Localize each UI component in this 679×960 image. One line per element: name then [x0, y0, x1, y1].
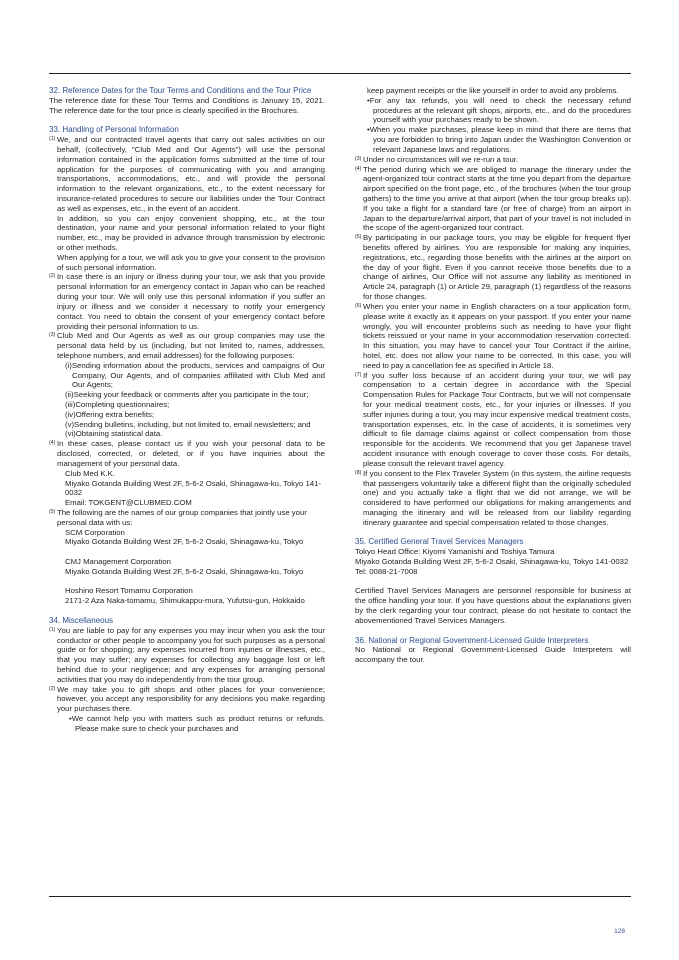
left-column	[49, 86, 325, 734]
section-33-item-3	[49, 331, 325, 439]
company-address: 2171-2 Aza Naka-tomamu, Shimukappu-mura, Yufutsu-gun, Hokkaido	[65, 596, 305, 606]
contact-email: Email: TOKGENT@CLUBMED.COM	[65, 498, 192, 508]
bottom-rule	[49, 896, 631, 897]
sub-item: (i)Sending information about the products, services and campaigns of Our Company, Our Agents, and of companies affiliated with Club Med and Our Agents;	[65, 360, 325, 390]
section-35-title: 35. Certified General Travel Services Managers	[355, 537, 524, 547]
bullet-item: •When you make purchases, please keep in mind that there are items that you are forbidden to bring into Japan under the Washington Convention or relevant Japanese laws and regulations.	[367, 125, 631, 154]
item-number: (2)	[49, 273, 56, 280]
item-text: In addition, so you can enjoy convenient shopping, etc., at the tour destination, your name and your personal information related to your flight number, etc., may be provided in advance through transmission by electronic or other methods.	[57, 213, 325, 252]
manager-names: Tokyo Head Office: Kiyomi Yamanishi and Toshiya Tamura	[355, 547, 555, 557]
sub-item: (iv)Offering extra benefits;	[65, 409, 155, 419]
item-text: When you enter your name in English characters on a tour application form, please write it exactly as it appears on your passport. If you enter your name wrongly, you will encounter problems such as needing to have your flight tickets reissued or your name in your accommodation reservation corrected. In this situation, you may have to cancel your Tour Contract if the airline, hotel, etc. does not allow your name to be corrected. In this case, you will need to pay a cancellation fee as specified in Article 18.	[363, 301, 631, 370]
item-text: The following are the names of our group companies that jointly use your personal data with us:	[57, 507, 307, 527]
section-34-item-5	[355, 233, 631, 302]
section-34-title: 34. Miscellaneous	[49, 615, 114, 625]
item-text: In case there is an injury or illness during your tour, we ask that you provide personal information for an emergency contact in Japan who can be reached during your tour. We will only use this personal information if you suffer an injury or illness and we consider it necessary to notify your emergency contact. You need to obtain the consent of your emergency contact before providing their personal information to us.	[57, 272, 325, 331]
sub-item: (vi)Obtaining statistical data.	[65, 429, 163, 439]
bullet-item: •For any tax refunds, you will need to check the necessary refund procedures at the relevant gift shops, airports, etc., and do the procedures yourself with your purchases ready to be shown.	[367, 95, 631, 125]
section-34-item-6	[355, 302, 631, 371]
section-32-title: 32. Reference Dates for the Tour Terms and Conditions and the Tour Price	[49, 86, 312, 95]
item-text: We, and our contracted travel agents that carry out sales activities on our behalf, (collectively, "Club Med and Our Agents") will use the personal information contained in the application forms submitted at the time of tour application for the purposes of communicating with you and arranging transportations, accommodations, etc., and will provide the personal information to the relevant organizations, etc., to the extent necessary for insurance-related procedures to secure our liabilities under the Tour Contract as well as expenses, etc., in the event of an accident.	[57, 135, 325, 213]
item-number: (6)	[355, 302, 362, 309]
section-33-item-1	[49, 135, 325, 272]
top-rule	[49, 73, 631, 74]
item-text: In these cases, please contact us if you wish your personal data to be disclosed, corrected, or deleted, or if you have inquiries about the management of your personal data.	[57, 439, 325, 468]
item-number: (3)	[49, 332, 56, 339]
item-text: Under no circumstances will we re-run a tour.	[363, 154, 519, 164]
right-column	[355, 86, 631, 665]
bullet-continuation: keep payment receipts or the like yourself in order to avoid any problems.	[367, 86, 619, 95]
section-34-item-1	[49, 626, 325, 685]
item-number: (1)	[49, 136, 56, 143]
item-text: Club Med and Our Agents as well as our group companies may use the personal data held by us (including, but not limited to, names, addresses, telephone numbers, and email addresses) for the following purposes:	[57, 331, 325, 360]
section-32-body: The reference date for these Tour Terms and Conditions is January 15, 2021. The reference date for the tour price is clearly specified in the Brochures.	[49, 95, 325, 115]
sub-item: (iii)Completing questionnaires;	[65, 400, 170, 409]
section-35-body: Certified Travel Services Managers are personnel responsible for business at the office handling your tour. If you have questions about the explanations given by the clerk regarding your tour contract, please do not hesitate to contact the abovementioned Travel Services Managers.	[355, 586, 631, 625]
bullet-item: •We cannot help you with matters such as product returns or refunds. Please make sure to check your purchases and	[69, 714, 325, 733]
section-33-item-2	[49, 272, 325, 331]
company-name: Hoshino Resort Tomamu Corporation	[65, 586, 193, 596]
item-number: (4)	[355, 165, 362, 172]
sub-item: (ii)Seeking your feedback or comments after you participate in the tour;	[65, 390, 309, 400]
company-name: SCM Corporation	[65, 527, 125, 537]
item-text: We may take you to gift shops and other places for your convenience; however, you accept any responsibility for any decisions you make regarding your purchases there.	[57, 684, 325, 714]
office-address: Miyako Gotanda Building West 2F, 5-6-2 Osaki, Shinagawa-ku, Tokyo 141-0032	[355, 557, 629, 566]
office-phone: Tel: 0088-21-7008	[355, 566, 418, 576]
company-address: Miyako Gotanda Building West 2F, 5-6-2 Osaki, Shinagawa-ku, Tokyo	[65, 566, 304, 576]
company-address: Miyako Gotanda Building West 2F, 5-6-2 Osaki, Shinagawa-ku, Tokyo 141-0032	[65, 478, 322, 498]
sub-item: (v)Sending bulletins, including, but not limited to, email newsletters; and	[65, 419, 311, 429]
item-number: (5)	[355, 234, 362, 241]
section-33-title: 33. Handling of Personal Information	[49, 125, 179, 135]
item-number: (1)	[49, 626, 56, 633]
item-text: If you consent to the Flex Traveler System (in this system, the airline requests that passengers voluntarily take a different flight than the originally scheduled one) and you actually take a flight that we did not arrange, we will be considered to have performed our obligations for making arrangements and managing the itinerary and will be released from our liability regarding itinerary guarantee and special compensation related to those changes.	[363, 468, 631, 527]
section-34-item-7	[355, 371, 631, 469]
item-text: The period during which we are obliged to manage the itinerary under the agent-organized tour contract starts at the time you depart from the departure airport specified on the front page, etc., of the brochures (when the tour group gathers) to the time you arrive at that airport (when the tour group breaks up). If you take a flight for a standard fare (or free of charge) from an airport in Japan to the departure/arrival airport, that part of your travel is not included in the scope of the agent-organized tour contract.	[363, 164, 631, 233]
section-34-item-8	[355, 469, 631, 528]
section-34-item-4	[355, 165, 631, 234]
page-number: 128	[614, 928, 625, 935]
section-33-item-4	[49, 439, 325, 508]
item-text: If you suffer loss because of an accident during your tour, we will pay compensation to a certain degree in accordance with the Special Compensation Rules for Package Tour Contracts, but we will not compensate for your medical treatment costs, etc., for your injuries or illnesses. If you suffer injuries during a tour, you may incur expensive medical treatment costs, transportation expenses, etc. In the case of accidents, it is sometimes very difficult to file damage claims against or collect compensation from those responsible for the accidents. We recommend that you get Japanese travel accident insurance with enough coverage to cover those costs. For details, please consult the relevant travel agency.	[363, 370, 631, 468]
item-number: (3)	[355, 155, 362, 162]
section-36-title: 36. National or Regional Government-Licensed Guide Interpreters	[355, 635, 589, 645]
item-number: (2)	[49, 685, 56, 692]
item-number: (5)	[49, 508, 56, 515]
section-33-item-5	[49, 508, 325, 606]
section-34-item-2	[49, 685, 325, 734]
item-number: (4)	[49, 440, 56, 447]
item-text: When applying for a tour, we will ask you to give your consent to the provision of such personal information.	[57, 252, 325, 272]
company-address: Miyako Gotanda Building West 2F, 5-6-2 Osaki, Shinagawa-ku, Tokyo	[65, 537, 304, 547]
item-number: (8)	[355, 469, 362, 476]
section-36-body: No National or Regional Government-Licensed Guide Interpreters will accompany the tour.	[355, 645, 631, 665]
company-name: CMJ Management Corporation	[65, 557, 171, 566]
item-number: (7)	[355, 371, 362, 378]
company-name: Club Med K.K.	[65, 468, 115, 478]
section-34-item-3	[355, 155, 631, 165]
item-text: You are liable to pay for any expenses you may incur when you ask the tour conductor or other people to accompany you for such purposes as a personal guide or for shopping; any expenses incurred from injuries or illnesses, etc., that you may suffer; any expenses for collecting any baggage lost or left behind due to your negligence; and any expenses for arranging personal activities that you may do independently from the tour group.	[57, 625, 325, 684]
item-text: By participating in our package tours, you may be eligible for frequent flyer benefits offered by airlines. You are responsible for making any inquiries, registrations, etc., regarding those benefits with the airlines at the airport on the day of your flight. Even if you cannot receive those benefits due to a change of airlines, Our Office will not assume any liability as mentioned in Article 24, paragraph (1) or Article 29, paragraph (1) regardless of the reasons for those changes.	[363, 233, 631, 302]
